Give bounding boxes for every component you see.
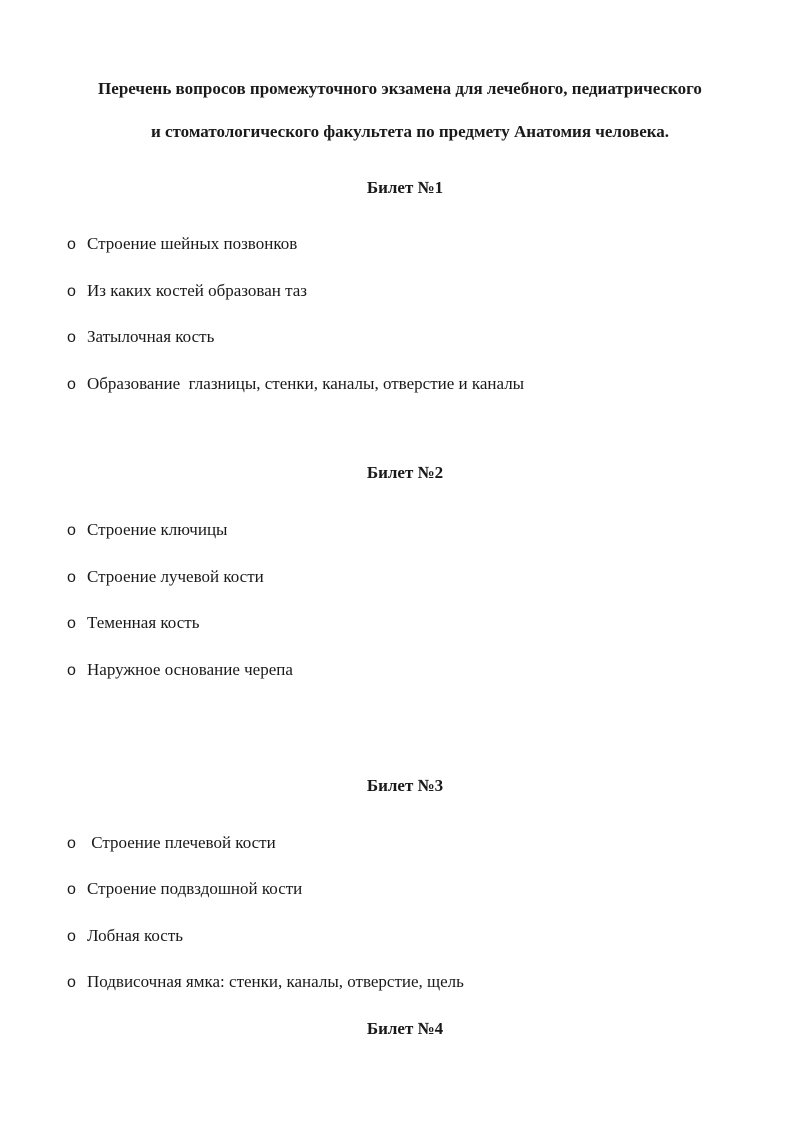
list-item-text: Теменная кость — [87, 613, 200, 632]
bullet-icon: o — [67, 569, 76, 586]
list-item-text: Затылочная кость — [87, 327, 215, 346]
ticket-3-item-3 — [67, 925, 183, 948]
bullet-icon: o — [67, 236, 76, 253]
ticket-3-item-4 — [67, 971, 464, 994]
bullet-icon: o — [67, 615, 76, 632]
list-item-text: Образование глазницы, стенки, каналы, отверстие и каналы — [87, 374, 525, 393]
ticket-1-item-1 — [67, 233, 297, 256]
bullet-icon: o — [67, 522, 76, 539]
bullet-icon: o — [67, 283, 76, 300]
list-item-text: Строение шейных позвонков — [87, 234, 298, 253]
bullet-icon: o — [67, 881, 76, 898]
ticket-2-item-3 — [67, 612, 199, 635]
bullet-icon: o — [67, 329, 76, 346]
document-title-line-1: Перечень вопросов промежуточного экзамена для лечебного, педиатрического — [98, 79, 702, 98]
list-item-text: Лобная кость — [87, 926, 184, 945]
ticket-1-heading: Билет №1 — [366, 178, 444, 197]
ticket-4-heading: Билет №4 — [366, 1019, 444, 1038]
bullet-icon: o — [67, 376, 76, 393]
bullet-icon: o — [67, 662, 76, 679]
list-item-text: Строение ключицы — [87, 520, 228, 539]
ticket-3-item-2 — [67, 878, 302, 901]
bullet-icon: o — [67, 928, 76, 945]
ticket-1-item-4 — [67, 373, 524, 396]
bullet-icon: o — [67, 974, 76, 991]
ticket-2-heading: Билет №2 — [366, 463, 444, 482]
list-item-text: Наружное основание черепа — [87, 660, 293, 679]
ticket-2-item-1 — [67, 519, 227, 542]
ticket-3-item-1 — [67, 832, 276, 855]
bullet-icon: o — [67, 835, 76, 852]
ticket-2-item-4 — [67, 659, 293, 682]
ticket-1-item-2 — [67, 280, 307, 303]
list-item-text: Из каких костей образован таз — [87, 281, 307, 300]
list-item-text: Строение лучевой кости — [87, 567, 264, 586]
document-title-line-2: и стоматологического факультета по предмету Анатомия человека. — [150, 122, 670, 141]
ticket-1-item-3 — [67, 326, 214, 349]
ticket-3-heading: Билет №3 — [366, 776, 444, 795]
ticket-2-item-2 — [67, 566, 264, 589]
list-item-text: Строение плечевой кости — [87, 833, 276, 852]
list-item-text: Подвисочная ямка: стенки, каналы, отверстие, щель — [87, 972, 464, 991]
list-item-text: Строение подвздошной кости — [87, 879, 303, 898]
